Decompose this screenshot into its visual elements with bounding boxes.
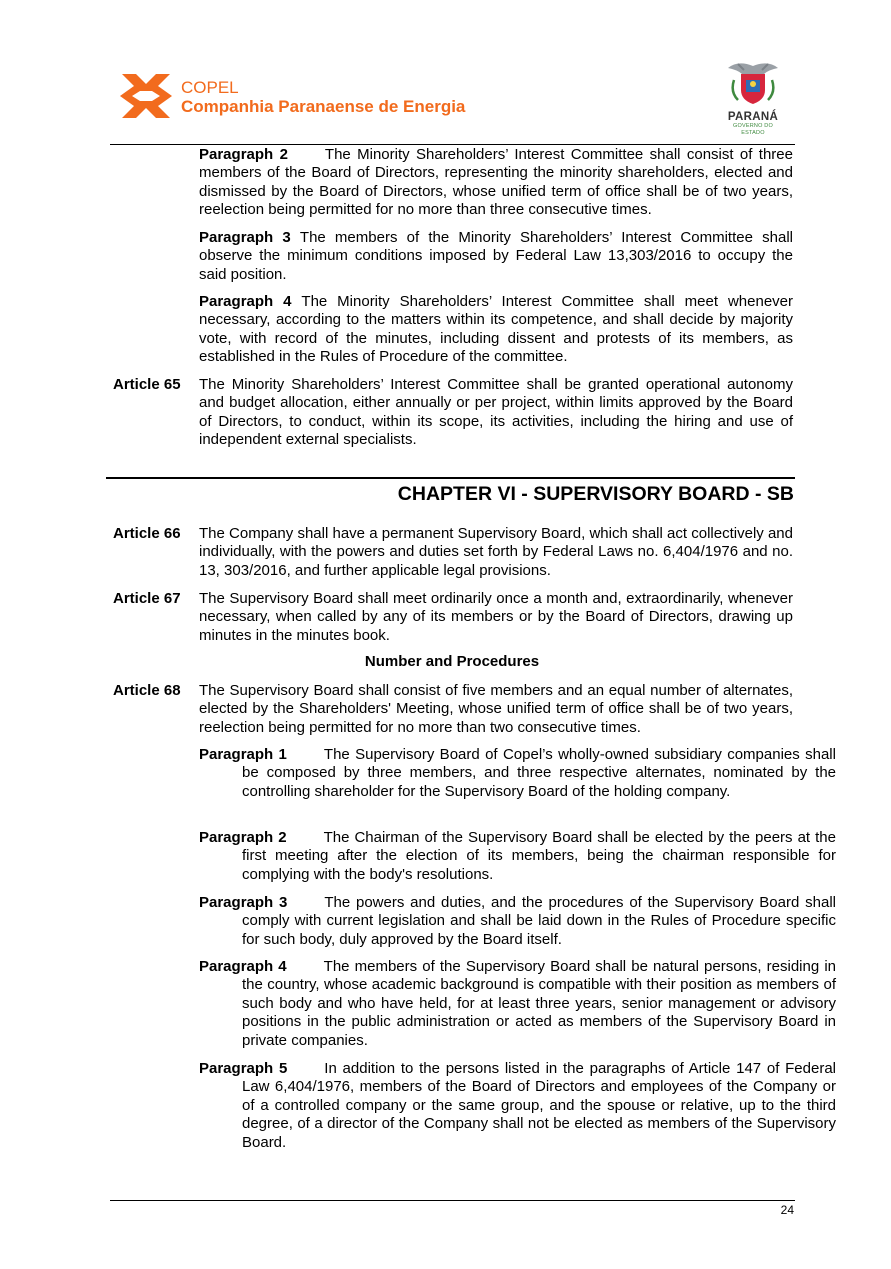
article-68-paragraph-4 [199, 958, 836, 1050]
article-68-paragraph-2 [199, 829, 836, 884]
committee-paragraph-3 [199, 229, 793, 284]
paragraph-label: Paragraph 4 [199, 293, 292, 310]
article-66-label: Article 66 [113, 525, 181, 542]
paragraph-text: The Minority Shareholders’ Interest Committee shall consist of three members of the Board of Directors, representing the minority shareholders, elected and dismissed by the Board of Directors, whose unified term of office shall be of two years, reelection being permitted for no more than three consecutive times. [199, 146, 793, 219]
brand-full-name: Companhia Paranaense de Energia [181, 97, 466, 116]
article-68-text: The Supervisory Board shall consist of five members and an equal number of alternates, elected by the Shareholders' Meeting, whose unified term of office shall be of two years, reelection being permitted for no more than two consecutive times. [199, 682, 793, 736]
section-subheading: Number and Procedures [364, 653, 540, 670]
paragraph-text: In addition to the persons listed in the paragraphs of Article 147 of Federal Law 6,404/1976, members of the Board of Directors and employees of the Company or of a controlled company or the same group, and the spouse or relative, up to the third degree, of a director of the Company shall not be elected as members of the Supervisory Board. [242, 1060, 836, 1151]
page-number: 24 [780, 1203, 794, 1217]
article-66-text: The Company shall have a permanent Supervisory Board, which shall act collectively and individually, with the powers and duties set forth by Federal Laws no. 6,404/1976 and no. 13, 303/2016, and further applicable legal provisions. [199, 525, 793, 579]
state-crest [724, 58, 782, 134]
parana-coat-of-arms-icon [724, 58, 782, 106]
state-name: PARANÁ [727, 111, 779, 123]
header-divider [110, 144, 795, 145]
paragraph-label: Paragraph 1 [199, 746, 287, 763]
brand-name: COPEL [181, 78, 239, 97]
paragraph-label: Paragraph 4 [199, 958, 287, 975]
article-68-label: Article 68 [113, 682, 181, 699]
paragraph-text: The Supervisory Board of Copel’s wholly-owned subsidiary companies shall be composed by three members, and three respective alternates, nominated by the controlling shareholder for the Supervisory Board of the holding company. [242, 746, 836, 800]
paragraph-text: The Minority Shareholders’ Interest Committee shall meet whenever necessary, according to the matters within its competence, and shall decide by majority vote, with record of the minutes, including dissent and protests of its members, as established in the Rules of Procedure of the committee. [199, 293, 793, 366]
committee-paragraph-2 [199, 146, 793, 220]
article-65-label: Article 65 [113, 376, 181, 393]
paragraph-label: Paragraph 3 [199, 894, 288, 911]
article-68-paragraph-1 [199, 746, 836, 801]
paragraph-text: The powers and duties, and the procedures of the Supervisory Board shall comply with current legislation and shall be laid down in the Rules of Procedure specific for such body, duly approved by the Board itself. [242, 894, 836, 948]
paragraph-label: Paragraph 5 [199, 1060, 288, 1077]
committee-paragraph-4 [199, 293, 793, 367]
article-65-text: The Minority Shareholders’ Interest Committee shall be granted operational autonomy and budget allocation, either annually or per project, within limits approved by the Board of Directors, to conduct, within its scope, its activities, including the hiring and use of independent external specialists. [199, 376, 793, 449]
article-68-paragraph-5 [199, 1060, 836, 1152]
article-67-label: Article 67 [113, 590, 181, 607]
brand-block [181, 78, 465, 116]
paragraph-text: The members of the Minority Shareholders’ Interest Committee shall observe the minimum conditions imposed by Federal Law 13,303/2016 to occupy the said position. [199, 229, 793, 283]
copel-logo-icon [120, 72, 172, 120]
state-subtitle: GOVERNO DO ESTADO [733, 123, 773, 136]
paragraph-label: Paragraph 2 [199, 829, 287, 846]
article-67-text: The Supervisory Board shall meet ordinarily once a month and, extraordinarily, whenever necessary, when called by any of its members or by the Board of Directors, drawing up minutes in the minutes book. [199, 590, 793, 644]
paragraph-label: Paragraph 3 [199, 229, 291, 246]
chapter-heading: CHAPTER VI - SUPERVISORY BOARD - SB [397, 483, 794, 505]
article-68-paragraph-3 [199, 894, 836, 949]
footer-divider [110, 1200, 795, 1201]
paragraph-text: The members of the Supervisory Board shall be natural persons, residing in the country, whose academic background is compatible with their position as members of such body and who have held, for at least three years, senior management or advisory positions in the public administration or acted as members of the Supervisory Board in private companies. [242, 958, 836, 1049]
chapter-divider [106, 477, 795, 479]
paragraph-label: Paragraph 2 [199, 146, 288, 163]
paragraph-text: The Chairman of the Supervisory Board shall be elected by the peers at the first meeting after the election of its members, being the chairman responsible for complying with the body's resolutions. [242, 829, 836, 883]
